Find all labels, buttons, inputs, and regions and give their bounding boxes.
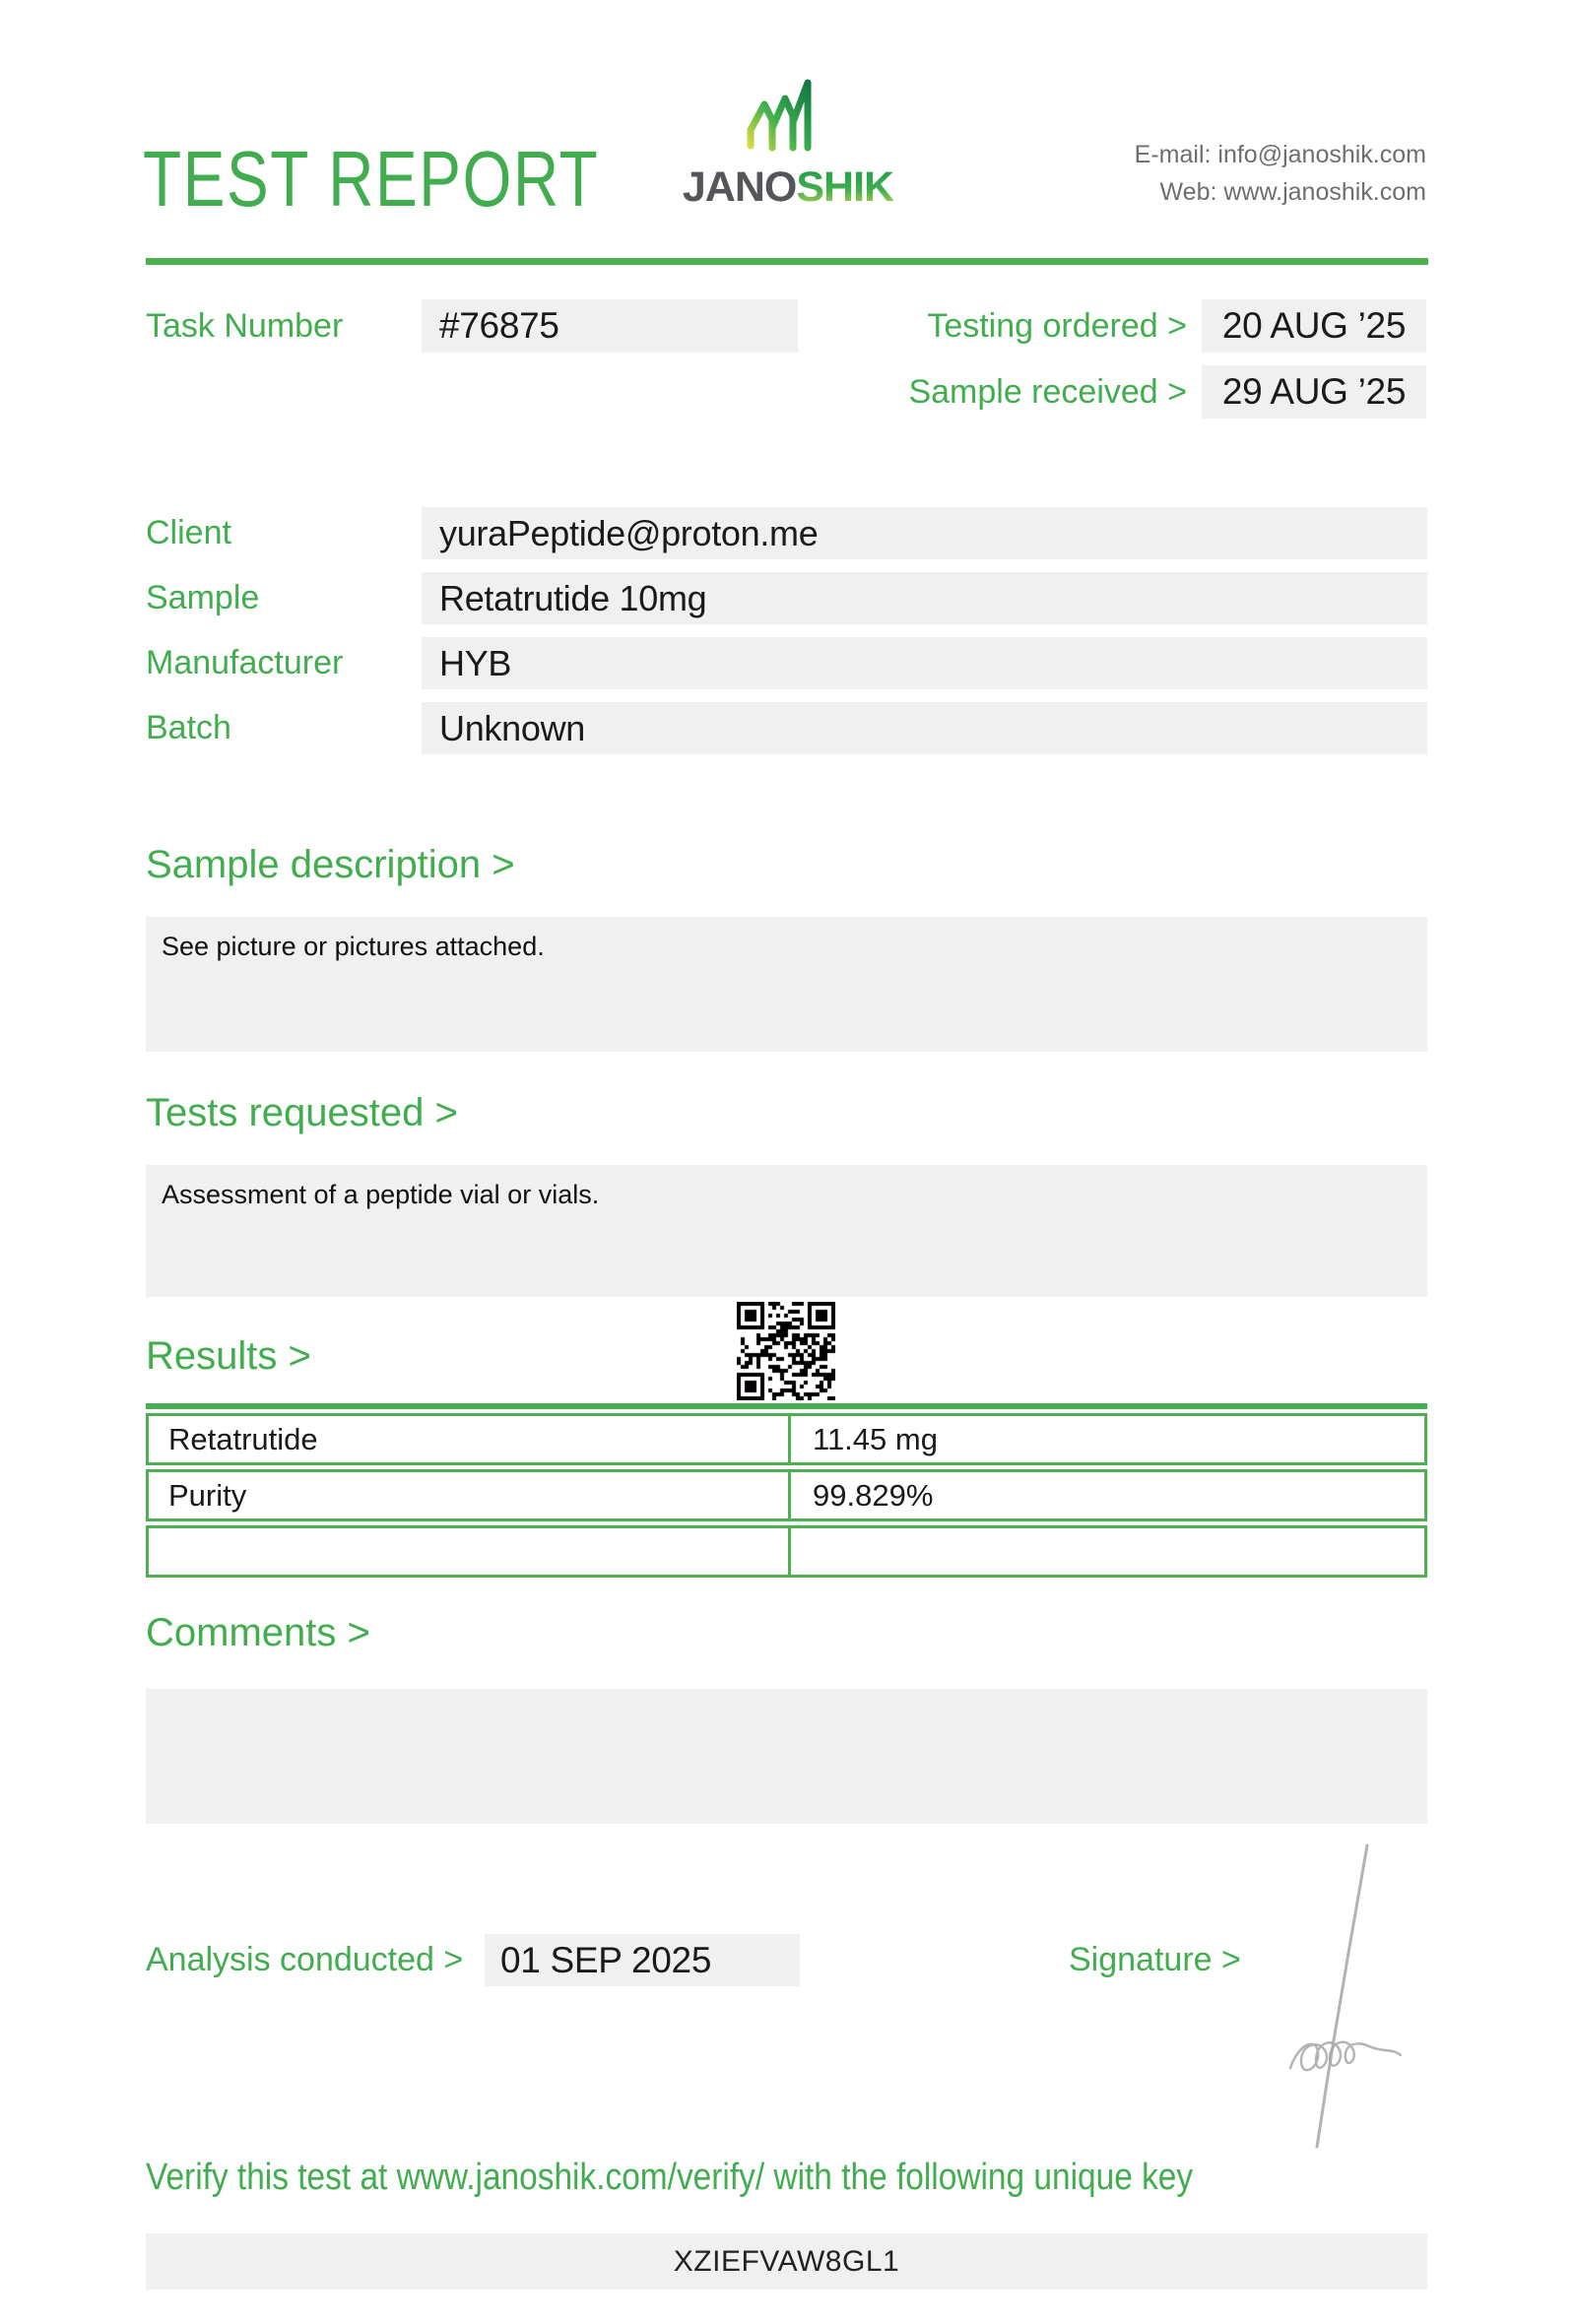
header-divider <box>146 258 1428 265</box>
result-value-cell: 99.829% <box>813 1478 934 1513</box>
result-value-cell <box>791 1528 1424 1575</box>
client-value: yuraPeptide@proton.me <box>422 507 1427 559</box>
manufacturer-label: Manufacturer <box>146 644 344 681</box>
tests-requested-text: Assessment of a peptide vial or vials. <box>162 1180 600 1209</box>
signature-scribble <box>1273 1843 1430 2151</box>
logo-wordmark <box>678 163 898 212</box>
table-row <box>146 1469 1427 1521</box>
logo-text-shik: SHIK <box>796 163 894 211</box>
sample-received-value: 29 AUG ’25 <box>1202 365 1426 419</box>
sample-value: Retatrutide 10mg <box>422 572 1427 624</box>
testing-ordered-value: 20 AUG ’25 <box>1202 299 1426 353</box>
logo-text-jano: JANO <box>682 163 797 211</box>
sample-description-box <box>146 917 1427 1052</box>
janoshik-logo <box>678 77 898 212</box>
client-label: Client <box>146 514 231 551</box>
analysis-conducted-label: Analysis conducted > <box>146 1941 464 1978</box>
table-row <box>146 1413 1427 1465</box>
contact-info <box>1135 136 1426 211</box>
comments-heading: Comments > <box>146 1611 370 1654</box>
sample-label: Sample <box>146 579 260 616</box>
verify-key: XZIEFVAW8GL1 <box>673 2245 900 2278</box>
manufacturer-value: HYB <box>422 637 1427 689</box>
tests-requested-box <box>146 1165 1427 1297</box>
table-row <box>146 1525 1427 1578</box>
comments-box <box>146 1689 1427 1824</box>
tests-requested-heading: Tests requested > <box>146 1091 458 1134</box>
result-value-cell: 11.45 mg <box>813 1422 938 1456</box>
verify-instruction: Verify this test at www.janoshik.com/verify/ with the following unique key <box>146 2157 1194 2198</box>
qr-code-image <box>737 1302 835 1400</box>
contact-web: Web: www.janoshik.com <box>1159 178 1426 206</box>
analysis-conducted-value: 01 SEP 2025 <box>485 1934 800 1986</box>
batch-label: Batch <box>146 709 231 746</box>
results-table-top-border <box>146 1403 1427 1409</box>
batch-value: Unknown <box>422 702 1427 754</box>
page-title: TEST REPORT <box>143 135 600 223</box>
result-name-cell <box>149 1528 791 1575</box>
results-heading: Results > <box>146 1334 311 1378</box>
task-number-label: Task Number <box>146 307 344 345</box>
contact-email: E-mail: info@janoshik.com <box>1134 141 1426 168</box>
results-table <box>146 1403 1427 1578</box>
verify-key-box <box>146 2233 1427 2290</box>
testing-ordered-label: Testing ordered > <box>927 307 1187 345</box>
task-number-value: #76875 <box>422 299 798 353</box>
growth-chart-icon <box>743 77 833 160</box>
sample-description-heading: Sample description > <box>146 843 515 886</box>
sample-received-label: Sample received > <box>908 373 1187 411</box>
sample-description-text: See picture or pictures attached. <box>162 932 545 961</box>
signature-label: Signature > <box>1069 1941 1241 1978</box>
result-name-cell: Retatrutide <box>149 1416 791 1462</box>
result-name-cell: Purity <box>149 1472 791 1518</box>
